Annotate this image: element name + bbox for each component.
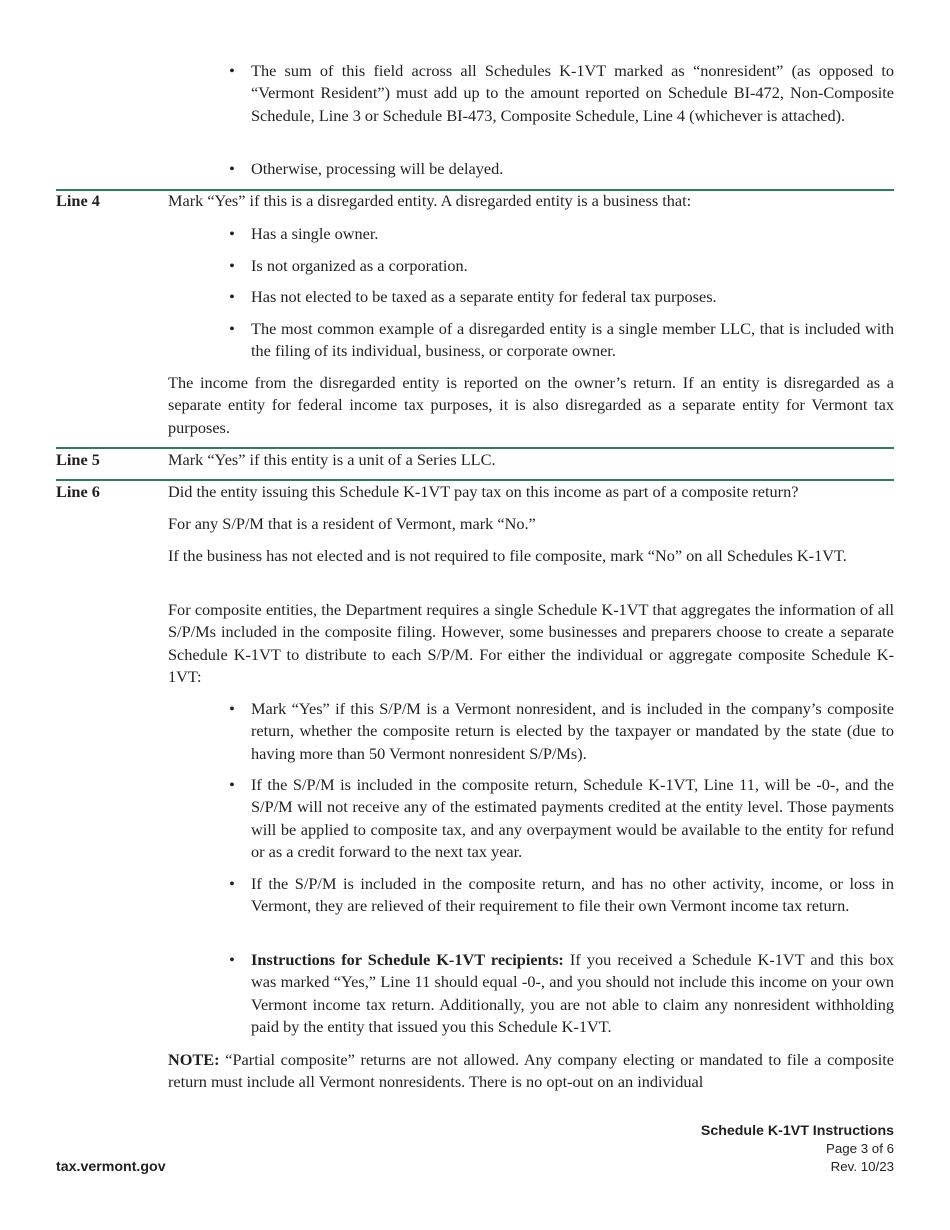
- line-6-bullet-1: Mark “Yes” if this S/P/M is a Vermont nonresident, and is included in the company’s composite return, whether the composite return is elected by the taxpayer or mandated by the state (due to having more than 50 Vermont nonresident S/P/Ms).: [251, 699, 894, 763]
- continued-bullet-2: Otherwise, processing will be delayed.: [251, 159, 504, 178]
- bullet-marker: •: [229, 775, 235, 794]
- footer-website[interactable]: tax.vermont.gov: [56, 1159, 166, 1175]
- line-4-bullet-1: Has a single owner.: [251, 224, 379, 243]
- footer-revision: Rev. 10/23: [830, 1159, 894, 1174]
- line-4-intro: Mark “Yes” if this is a disregarded entity. A disregarded entity is a business that:: [168, 191, 692, 210]
- bullet-marker: •: [229, 159, 235, 178]
- line-6-bullet-2: If the S/P/M is included in the composite return, Schedule K-1VT, Line 11, will be -0-, and the S/P/M will not receive any of the estimated payments credited at the entity level. Those payments will be applied to composite tax, and any overpayment would be available to the entity for refund or as a credit forward to the next tax year.: [251, 775, 894, 862]
- bullet-marker: •: [229, 699, 235, 718]
- line-4-bullet-4: The most common example of a disregarded entity is a single member LLC, that is included with the filing of its individual, business, or corporate owner.: [251, 319, 894, 361]
- line-6-resident-note: For any S/P/M that is a resident of Vermont, mark “No.”: [168, 514, 536, 533]
- note-label: NOTE:: [168, 1050, 220, 1069]
- continued-bullet-1: The sum of this field across all Schedules K-1VT marked as “nonresident” (as opposed to “Vermont Resident”) must add up to the amount reported on Schedule BI-472, Non-Composite Schedule, Line 3 or Schedule BI-473, Composite Schedule, Line 4 (whichever is attached).: [251, 61, 894, 125]
- bullet-marker: •: [229, 61, 235, 80]
- footer-title: Schedule K-1VT Instructions: [700, 1123, 894, 1139]
- line-4-bullet-2: Is not organized as a corporation.: [251, 256, 468, 275]
- line-4-paragraph: The income from the disregarded entity is reported on the owner’s return. If an entity is disregarded as a separate entity for federal income tax purposes, it is also disregarded as a separate entity for Vermont tax purposes.: [168, 373, 894, 437]
- recipients-text: If you received a Schedule K-1VT and this box was marked “Yes,” Line 11 should equal -0-, and you should not include this income on your own Vermont income tax return. Additionally, you are not able to claim any nonresident withholding paid by the entity that issued you this Schedule K-1VT.: [251, 950, 894, 1037]
- note-text: “Partial composite” returns are not allowed. Any company electing or mandated to file a composite return must include all Vermont nonresidents. There is no opt-out on an individual: [168, 1050, 894, 1092]
- bullet-marker: •: [229, 256, 235, 275]
- line-6-bullet-3: If the S/P/M is included in the composite return, and has no other activity, income, or loss in Vermont, they are relieved of their requirement to file their own Vermont income tax return.: [251, 874, 894, 916]
- line-6-bullet-recipients: [251, 949, 894, 1039]
- footer-page-number: Page 3 of 6: [825, 1141, 894, 1156]
- bullet-marker: •: [229, 319, 235, 338]
- recipients-heading: Instructions for Schedule K-1VT recipients:: [251, 950, 564, 969]
- line-6-note: [168, 1049, 894, 1094]
- bullet-marker: •: [229, 950, 235, 969]
- line-6-label: Line 6: [56, 482, 100, 501]
- line-5-label: Line 5: [56, 450, 100, 469]
- line-5-text: Mark “Yes” if this entity is a unit of a Series LLC.: [168, 450, 496, 469]
- line-6-not-elected: If the business has not elected and is not required to file composite, mark “No” on all Schedules K-1VT.: [168, 546, 847, 565]
- line-4-bullet-3: Has not elected to be taxed as a separate entity for federal tax purposes.: [251, 287, 717, 306]
- bullet-marker: •: [229, 874, 235, 893]
- bullet-marker: •: [229, 287, 235, 306]
- line-4-label: Line 4: [56, 191, 100, 210]
- line-6-composite-entities: For composite entities, the Department requires a single Schedule K-1VT that aggregates the information of all S/P/Ms included in the composite filing. However, some businesses and preparers choose to create a separate Schedule K-1VT to distribute to each S/P/M. For either the individual or aggregate composite Schedule K-1VT:: [168, 600, 894, 687]
- line-6-question: Did the entity issuing this Schedule K-1VT pay tax on this income as part of a composite return?: [168, 482, 799, 501]
- bullet-marker: •: [229, 224, 235, 243]
